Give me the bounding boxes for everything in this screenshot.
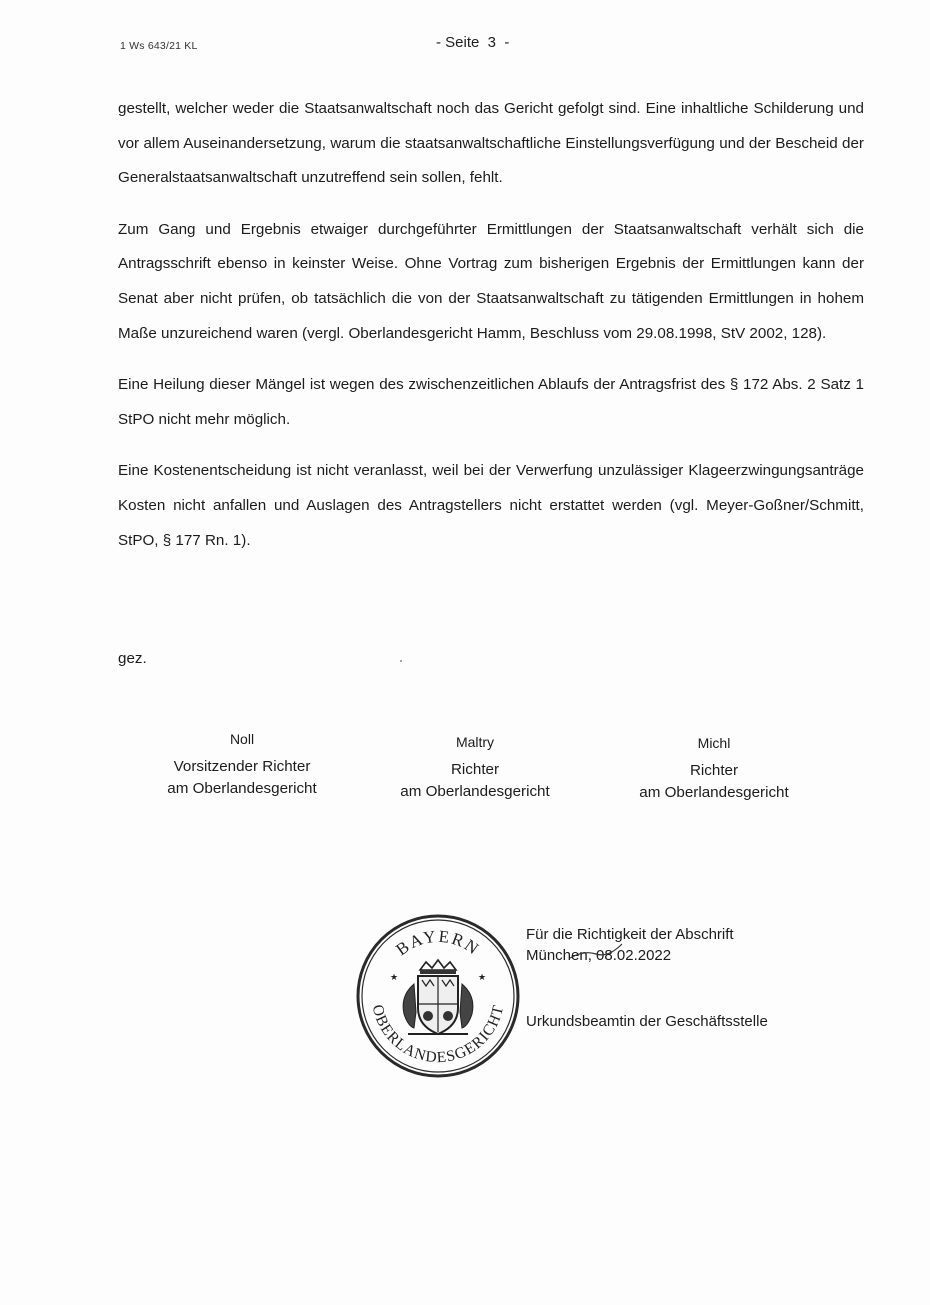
svg-text:★: ★ xyxy=(478,973,487,983)
page-number: - Seite 3 - xyxy=(436,34,510,51)
case-reference: 1 Ws 643/21 KL xyxy=(120,40,198,52)
paragraph: Zum Gang und Ergebnis etwaiger durchgeführter Ermittlungen der Staatsanwaltschaft verhält sich die Antragsschrift ebenso in keinster Weise. Ohne Vortrag zum bisherigen Ergebnis der Ermittlungen kann der Senat aber nicht prüfen, ob tatsächlich die von der Staatsanwaltschaft zu tätigenden Ermittlungen in hohem Maße unzureichend waren (vergl. Oberlandesgericht Hamm, Beschluss vom 29.08.1998, StV 2002, 128). xyxy=(118,220,864,342)
signer-title: Vorsitzender Richter xyxy=(173,758,311,775)
seal-top-text: BAYERN xyxy=(392,926,484,960)
seal-bottom-text: OBERLANDESGERICHT xyxy=(368,1002,508,1067)
signer-court: am Oberlandesgericht xyxy=(639,784,789,801)
signer-court: am Oberlandesgericht xyxy=(167,780,317,797)
signer-title: Richter xyxy=(450,761,500,778)
paragraph: gestellt, welcher weder die Staatsanwaltschaft noch das Gericht gefolgt sind. Eine inhaltliche Schilderung und vor allem Auseinandersetzung, warum die staatsanwaltschaftliche Einstellungsverfügung und der Bescheid der Generalstaatsanwaltschaft unzutreffend sein sollen, fehlt. xyxy=(118,100,864,187)
signer-title: Richter xyxy=(689,762,739,779)
signer-name: Michl xyxy=(697,735,731,751)
signer-court: am Oberlandesgericht xyxy=(400,783,550,800)
certification-line: Für die Richtigkeit der Abschrift xyxy=(526,926,734,943)
scan-speck xyxy=(400,660,402,662)
court-seal-stamp xyxy=(354,912,522,1080)
body-text xyxy=(118,92,864,575)
signer-judge xyxy=(355,731,595,803)
certification-date: München, 08.02.2022 xyxy=(526,947,672,964)
svg-text:★: ★ xyxy=(390,973,399,983)
certification-block xyxy=(526,924,734,966)
signer-judge xyxy=(594,732,834,804)
signer-name: Noll xyxy=(229,731,255,747)
coat-of-arms-icon xyxy=(403,960,473,1034)
svg-text:BAYERN xyxy=(392,927,483,960)
clerk-title: Urkundsbeamtin der Geschäftsstelle xyxy=(526,1013,768,1030)
handwritten-signature-mark xyxy=(566,940,626,964)
gez-label: gez. xyxy=(118,650,147,667)
signer-presiding-judge xyxy=(122,728,362,800)
paragraph: Eine Kostenentscheidung ist nicht veranlasst, weil bei der Verwerfung unzulässiger Klageerzwingungsanträge Kosten nicht anfallen und Auslagen des Antragstellers nicht erstattet werden (vgl. Meyer-Goßner/Schmitt, StPO, § 177 Rn. 1). xyxy=(118,462,864,549)
paragraph: Eine Heilung dieser Mängel ist wegen des zwischenzeitlichen Ablaufs der Antragsfrist des § 172 Abs. 2 Satz 1 StPO nicht mehr möglich. xyxy=(118,376,864,428)
signer-name: Maltry xyxy=(455,734,495,750)
